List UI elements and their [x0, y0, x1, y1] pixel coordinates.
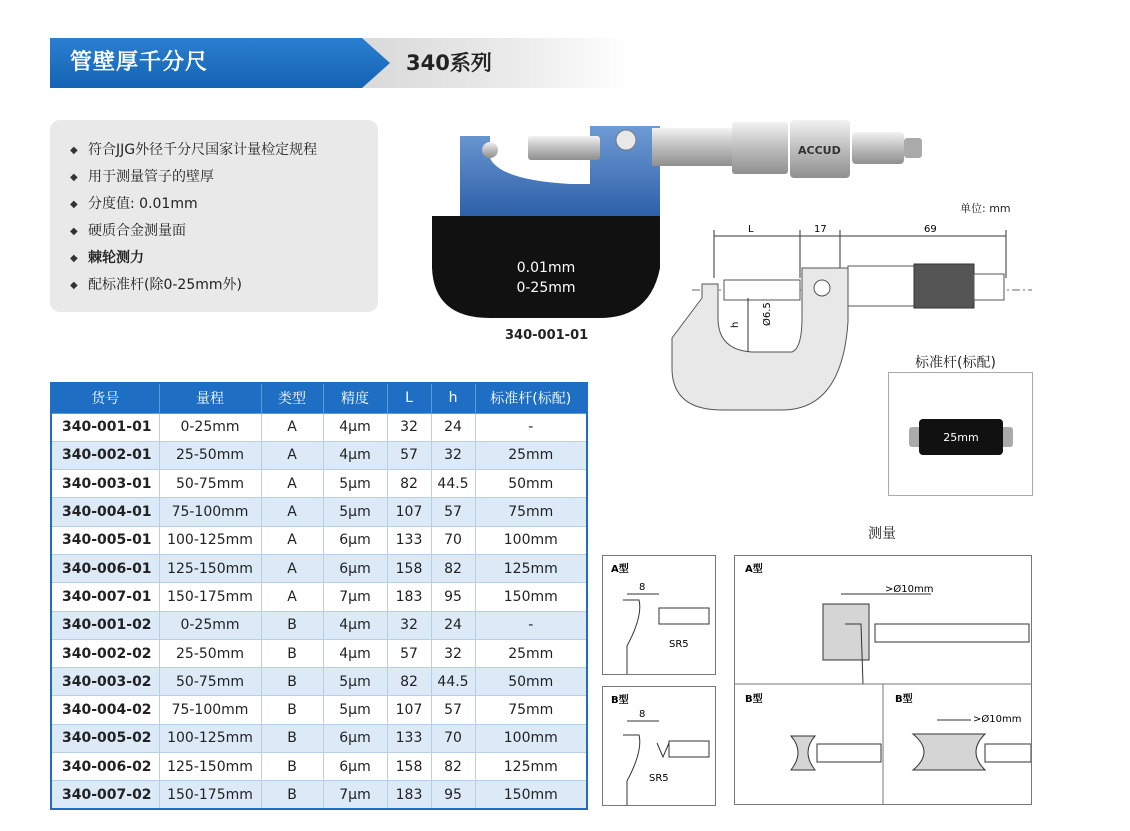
- table-cell: 7μm: [323, 781, 387, 809]
- table-cell: 6μm: [323, 526, 387, 554]
- table-cell: 340-007-02: [51, 781, 159, 809]
- col-header-standard-bar: 标准杆(标配): [475, 383, 587, 413]
- feature-item: ◆ 配标准杆(除0-25mm外): [70, 272, 317, 299]
- series-label: 340系列: [406, 51, 492, 75]
- table-row: [51, 498, 587, 526]
- measure-a-small: [602, 555, 716, 675]
- table-cell: 32: [431, 441, 475, 469]
- table-cell: B: [261, 781, 323, 809]
- table-row: [51, 668, 587, 696]
- table-cell: B: [261, 611, 323, 639]
- table-cell: 340-001-01: [51, 413, 159, 441]
- table-cell: 25-50mm: [159, 441, 261, 469]
- table-cell: 125-150mm: [159, 753, 261, 781]
- standard-bar-label: 25mm: [943, 431, 979, 444]
- measure-b-small-sr: SR5: [649, 773, 669, 784]
- table-cell: A: [261, 441, 323, 469]
- table-row: [51, 526, 587, 554]
- frame-text-resolution: 0.01mm: [516, 260, 576, 276]
- spec-table: [50, 382, 588, 810]
- table-cell: 158: [387, 753, 431, 781]
- measure-b-big2-tag: B型: [895, 694, 913, 705]
- table-cell: 100mm: [475, 724, 587, 752]
- table-cell: 24: [431, 611, 475, 639]
- table-cell: 150mm: [475, 583, 587, 611]
- table-cell: 125-150mm: [159, 554, 261, 582]
- table-cell: 70: [431, 526, 475, 554]
- table-row: [51, 639, 587, 667]
- table-cell: 6μm: [323, 554, 387, 582]
- table-row: [51, 611, 587, 639]
- table-cell: 4μm: [323, 639, 387, 667]
- table-row: [51, 583, 587, 611]
- table-cell: B: [261, 668, 323, 696]
- measure-big-panel: [734, 555, 1032, 805]
- table-cell: 70: [431, 724, 475, 752]
- table-cell: B: [261, 696, 323, 724]
- unit-label: 单位: mm: [960, 202, 1011, 215]
- measure-a-small-sr: SR5: [669, 639, 689, 650]
- brand-logo-text: ACCUD: [798, 144, 841, 157]
- table-cell: 100-125mm: [159, 724, 261, 752]
- table-cell: 100-125mm: [159, 526, 261, 554]
- table-cell: 340-002-02: [51, 639, 159, 667]
- table-cell: 150-175mm: [159, 781, 261, 809]
- table-cell: 4μm: [323, 413, 387, 441]
- table-row: [51, 696, 587, 724]
- table-cell: 50mm: [475, 668, 587, 696]
- table-cell: 82: [431, 554, 475, 582]
- table-cell: 125mm: [475, 554, 587, 582]
- table-cell: A: [261, 583, 323, 611]
- measure-a-big-tag: A型: [745, 564, 763, 575]
- table-cell: 340-003-01: [51, 470, 159, 498]
- table-cell: 25mm: [475, 639, 587, 667]
- table-cell: 340-001-02: [51, 611, 159, 639]
- table-cell: 50mm: [475, 470, 587, 498]
- standard-bar-box: [888, 372, 1033, 496]
- measure-a-big-dim: >Ø10mm: [885, 584, 934, 595]
- table-cell: -: [475, 413, 587, 441]
- table-cell: 6μm: [323, 753, 387, 781]
- table-cell: 75mm: [475, 498, 587, 526]
- table-cell: 5μm: [323, 498, 387, 526]
- table-cell: -: [475, 611, 587, 639]
- table-cell: 340-004-01: [51, 498, 159, 526]
- dim-L: L: [748, 224, 754, 235]
- table-cell: 32: [387, 611, 431, 639]
- table-cell: 5μm: [323, 470, 387, 498]
- measure-b-big2-dim: >Ø10mm: [973, 714, 1022, 725]
- table-cell: 340-007-01: [51, 583, 159, 611]
- standard-bar-image: [889, 373, 1032, 495]
- table-cell: A: [261, 526, 323, 554]
- table-row: [51, 554, 587, 582]
- table-cell: 32: [431, 639, 475, 667]
- table-cell: 150-175mm: [159, 583, 261, 611]
- col-header-range: 量程: [159, 383, 261, 413]
- table-cell: 340-006-02: [51, 753, 159, 781]
- table-cell: 340-005-02: [51, 724, 159, 752]
- table-cell: 340-004-02: [51, 696, 159, 724]
- header-series-banner: [360, 38, 630, 88]
- table-cell: 7μm: [323, 583, 387, 611]
- feature-list: [70, 137, 317, 299]
- table-cell: 82: [387, 668, 431, 696]
- feature-item: ◆ 分度值: 0.01mm: [70, 191, 317, 218]
- table-row: [51, 413, 587, 441]
- table-cell: B: [261, 724, 323, 752]
- standard-bar-title: 标准杆(标配): [915, 355, 996, 371]
- table-cell: 25mm: [475, 441, 587, 469]
- feature-item: ◆ 硬质合金测量面: [70, 218, 317, 245]
- table-cell: 183: [387, 781, 431, 809]
- page-title: 管壁厚千分尺: [70, 50, 209, 75]
- table-cell: 107: [387, 696, 431, 724]
- table-cell: 158: [387, 554, 431, 582]
- table-cell: 82: [431, 753, 475, 781]
- col-header-code: 货号: [51, 383, 159, 413]
- table-cell: 82: [387, 470, 431, 498]
- table-cell: 150mm: [475, 781, 587, 809]
- table-cell: 133: [387, 724, 431, 752]
- table-cell: 0-25mm: [159, 611, 261, 639]
- table-cell: 4μm: [323, 441, 387, 469]
- table-row: [51, 724, 587, 752]
- table-row: [51, 753, 587, 781]
- table-cell: 57: [431, 696, 475, 724]
- feature-item: ◆ 符合JJG外径千分尺国家计量检定规程: [70, 137, 317, 164]
- measure-a-small-dim: 8: [639, 582, 646, 593]
- table-cell: 6μm: [323, 724, 387, 752]
- table-cell: 44.5: [431, 470, 475, 498]
- table-cell: A: [261, 498, 323, 526]
- table-cell: 75mm: [475, 696, 587, 724]
- table-header-row: [51, 383, 587, 413]
- measure-title: 测量: [868, 526, 896, 542]
- measure-b-small-tag: B型: [611, 695, 629, 706]
- measure-b-big1-tag: B型: [745, 694, 763, 705]
- table-cell: 57: [387, 639, 431, 667]
- table-cell: 57: [387, 441, 431, 469]
- col-header-type: 类型: [261, 383, 323, 413]
- table-cell: 183: [387, 583, 431, 611]
- table-cell: 125mm: [475, 753, 587, 781]
- table-cell: 5μm: [323, 668, 387, 696]
- feature-item: ◆ 用于测量管子的壁厚: [70, 164, 317, 191]
- dim-69: 69: [924, 224, 937, 235]
- table-cell: 32: [387, 413, 431, 441]
- table-cell: 340-002-01: [51, 441, 159, 469]
- table-cell: 95: [431, 781, 475, 809]
- table-cell: 44.5: [431, 668, 475, 696]
- table-cell: 25-50mm: [159, 639, 261, 667]
- table-row: [51, 441, 587, 469]
- table-cell: 340-005-01: [51, 526, 159, 554]
- table-cell: 95: [431, 583, 475, 611]
- table-cell: 75-100mm: [159, 696, 261, 724]
- table-cell: 50-75mm: [159, 470, 261, 498]
- frame-text-range: 0-25mm: [516, 280, 576, 296]
- table-cell: 24: [431, 413, 475, 441]
- table-cell: 5μm: [323, 696, 387, 724]
- table-row: [51, 781, 587, 809]
- col-header-accuracy: 精度: [323, 383, 387, 413]
- measure-b-small-dim: 8: [639, 709, 646, 720]
- table-row: [51, 470, 587, 498]
- table-cell: A: [261, 554, 323, 582]
- table-cell: 57: [431, 498, 475, 526]
- table-cell: 4μm: [323, 611, 387, 639]
- table-cell: 75-100mm: [159, 498, 261, 526]
- table-cell: 340-003-02: [51, 668, 159, 696]
- measure-b-small: [602, 686, 716, 806]
- table-cell: 107: [387, 498, 431, 526]
- table-cell: A: [261, 413, 323, 441]
- table-cell: B: [261, 639, 323, 667]
- measure-a-small-tag: A型: [611, 564, 629, 575]
- table-cell: 100mm: [475, 526, 587, 554]
- feature-box: [50, 120, 378, 312]
- feature-item: ◆ 棘轮测力: [70, 245, 317, 272]
- col-header-L: L: [387, 383, 431, 413]
- table-cell: A: [261, 470, 323, 498]
- table-cell: B: [261, 753, 323, 781]
- table-cell: 340-006-01: [51, 554, 159, 582]
- table-cell: 0-25mm: [159, 413, 261, 441]
- dim-h: h: [730, 321, 741, 328]
- col-header-h: h: [431, 383, 475, 413]
- table-cell: 50-75mm: [159, 668, 261, 696]
- dim-17: 17: [814, 224, 827, 235]
- dim-diameter: Ø6.5: [762, 302, 773, 326]
- table-cell: 133: [387, 526, 431, 554]
- product-code: 340-001-01: [505, 328, 589, 343]
